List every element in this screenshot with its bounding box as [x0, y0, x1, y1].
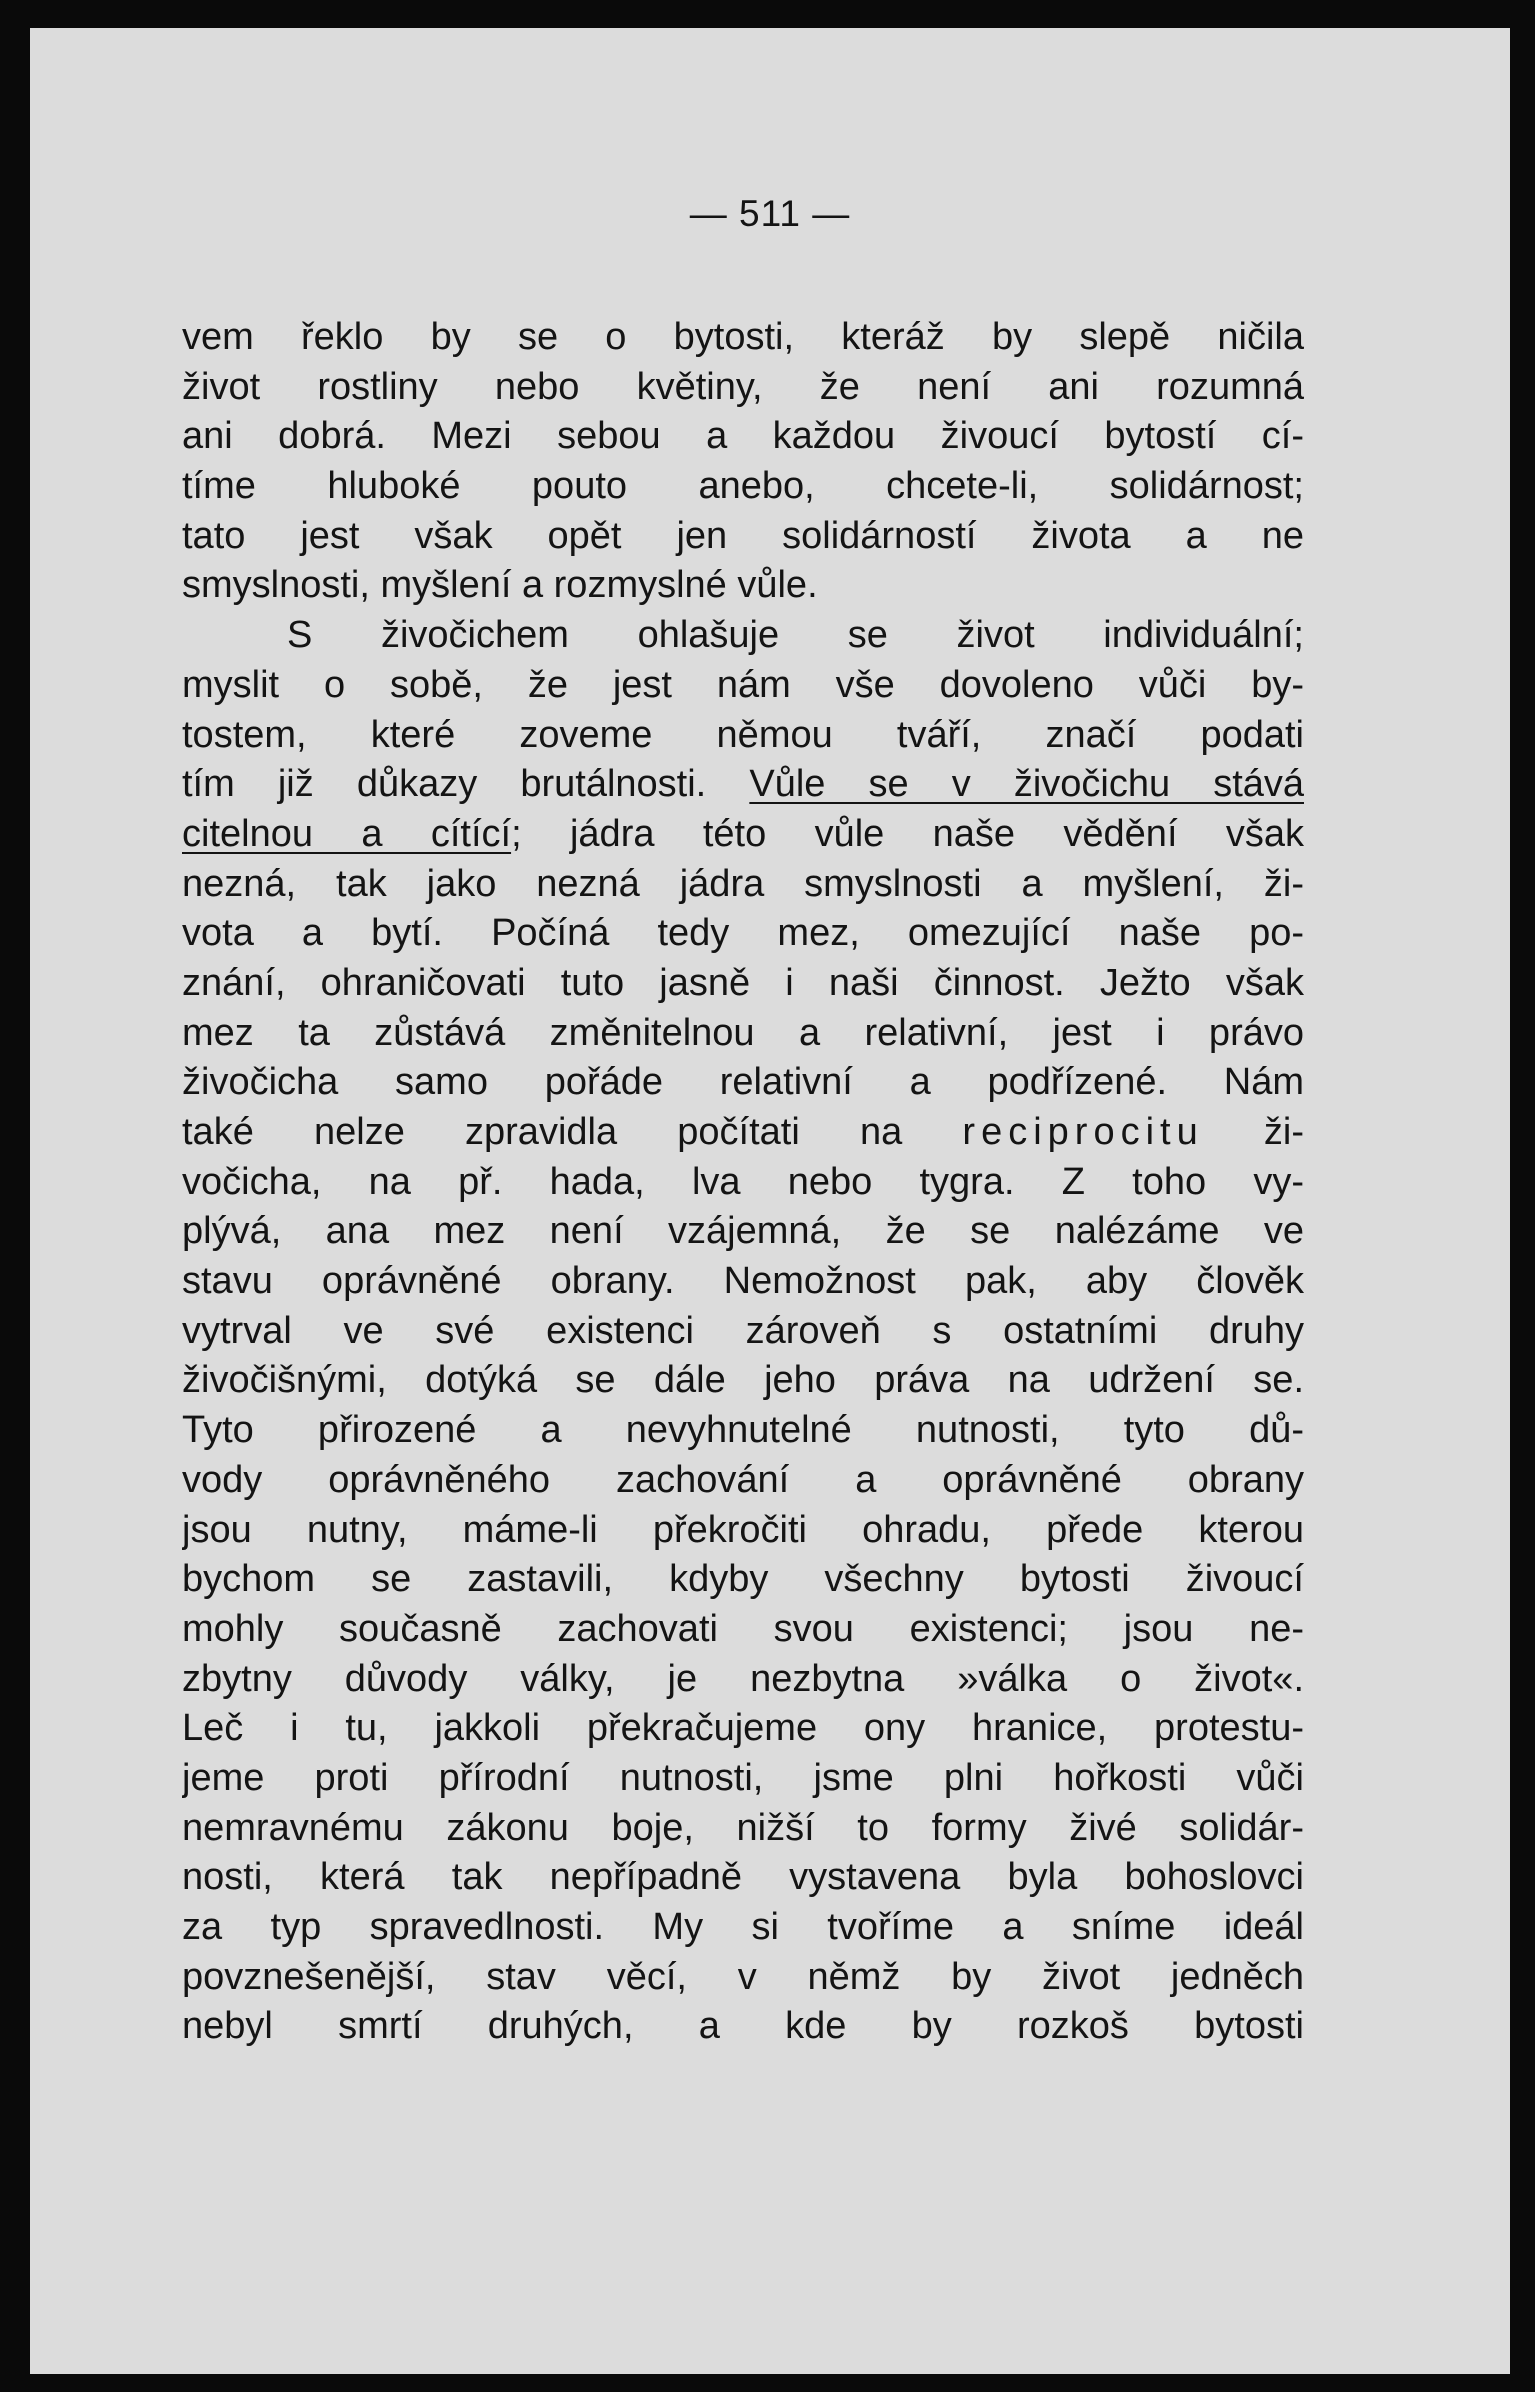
body-text	[182, 313, 1304, 2052]
text-line: mohly současně zachovati svou existenci; jsou ne-	[182, 1607, 1304, 1650]
text-fragment: tím již důkazy brutálnosti.	[182, 763, 707, 806]
text-line: vota a bytí. Počíná tedy mez, omezující naše po-	[182, 912, 1304, 955]
text-line: ani dobrá. Mezi sebou a každou živoucí bytostí cí-	[182, 415, 1304, 458]
book-page	[30, 28, 1510, 2374]
text-fragment: ; jádra této vůle naše vědění však	[511, 812, 1304, 855]
text-line: myslit o sobě, že jest nám vše dovoleno vůči by-	[182, 663, 1304, 706]
text-line: jsou nutny, máme-li překročiti ohradu, přede kterou	[182, 1508, 1304, 1551]
text-line: živočicha samo pořáde relativní a podřízené. Nám	[182, 1061, 1304, 1104]
text-line: znání, ohraničovati tuto jasně i naši činnost. Ježto však	[182, 961, 1304, 1004]
text-line: Leč i tu, jakkoli překračujeme ony hranice, protestu-	[182, 1707, 1304, 1750]
text-line: život rostliny nebo květiny, že není ani rozumná	[182, 365, 1304, 408]
text-line: vytrval ve své existenci zároveň s ostatními druhy	[182, 1309, 1304, 1352]
text-line: povznešenější, stav věcí, v němž by život jedněch	[182, 1955, 1304, 1998]
text-line: Tyto přirozené a nevyhnutelné nutnosti, tyto dů-	[182, 1409, 1304, 1452]
text-line: vočicha, na př. hada, lva nebo tygra. Z toho vy-	[182, 1160, 1304, 1203]
text-line: tíme hluboké pouto anebo, chcete-li, solidárnost;	[182, 465, 1304, 508]
text-line: stavu oprávněné obrany. Nemožnost pak, aby člověk	[182, 1260, 1304, 1303]
text-line: vem řeklo by se o bytosti, kteráž by slepě ničila	[182, 316, 1304, 358]
text-line: nezná, tak jako nezná jádra smyslnosti a myšlení, ži-	[182, 862, 1304, 905]
text-line	[182, 810, 1304, 860]
text-line	[182, 1108, 1304, 1158]
text-line: za typ spravedlnosti. My si tvoříme a sníme ideál	[182, 1906, 1304, 1948]
text-fragment: smyslnosti, myšlení a rozmyslné vůle.	[182, 564, 818, 607]
emphasized-word: reciprocitu	[962, 1111, 1204, 1153]
text-line: nemravnému zákonu boje, nižší to formy živé solidár-	[182, 1806, 1304, 1849]
text-line: mez ta zůstává změnitelnou a relativní, jest i právo	[182, 1011, 1304, 1054]
text-line: tostem, které zoveme němou tváří, značí podati	[182, 713, 1304, 756]
text-line	[182, 561, 1304, 611]
text-line: tato jest však opět jen solidárností života a ne	[182, 514, 1304, 557]
text-line: živočišnými, dotýká se dále jeho práva na udržení se.	[182, 1359, 1304, 1402]
text-fragment: také nelze zpravidla počítati na	[182, 1111, 903, 1153]
page-number: — 511 —	[689, 193, 851, 234]
text-line: zbytny důvody války, je nezbytna »válka o život«.	[182, 1657, 1304, 1700]
text-line: vody oprávněného zachování a oprávněné obrany	[182, 1458, 1304, 1501]
text-line: nebyl smrtí druhých, a kde by rozkoš bytosti	[182, 2005, 1304, 2048]
text-fragment: ži-	[1263, 1111, 1304, 1153]
text-line: bychom se zastavili, kdyby všechny bytosti živoucí	[182, 1558, 1304, 1601]
text-line	[182, 760, 1304, 810]
text-line: nosti, která tak nepřípadně vystavena byla bohoslovci	[182, 1856, 1304, 1899]
text-line: S živočichem ohlašuje se život individuální;	[287, 614, 1304, 657]
text-line: jeme proti přírodní nutnosti, jsme plni hořkosti vůči	[182, 1756, 1304, 1799]
underlined-phrase: Vůle se v živočichu stává	[749, 763, 1304, 806]
underlined-phrase: citelnou a cítící	[182, 812, 512, 855]
text-line: plývá, ana mez není vzájemná, že se nalézáme ve	[182, 1210, 1304, 1253]
